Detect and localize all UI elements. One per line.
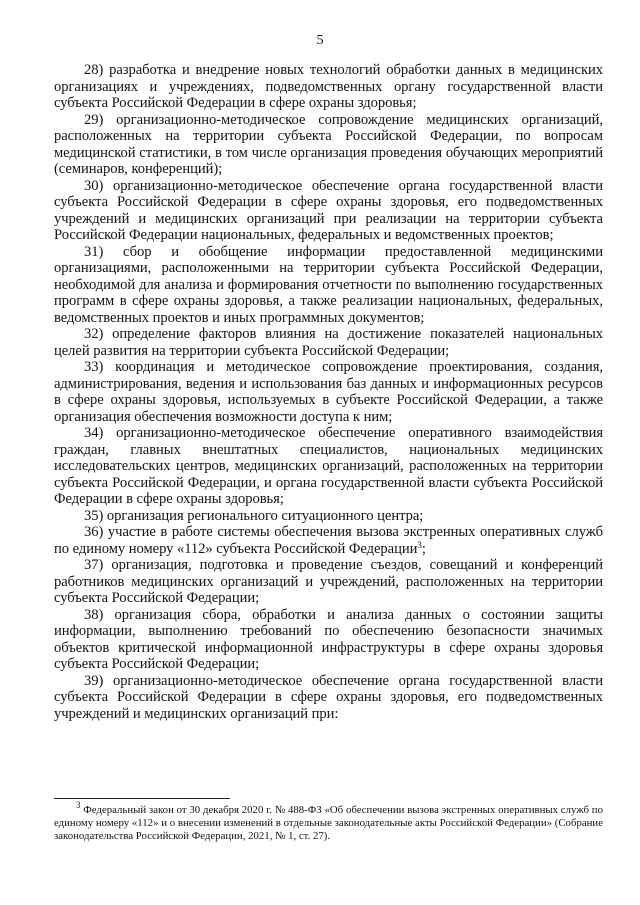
list-item-35 bbox=[54, 508, 603, 525]
document-body bbox=[54, 62, 603, 722]
list-item-text: 34) организационно-методическое обеспечение оперативного взаимодействия граждан, главных внештатных специалистов, национальных медицинских исследовательских центров, медицинских организаций, расположенных на территории субъекта Российской Федерации, и органа государственной власти субъекта Российской Федерации в сфере охраны здоровья; bbox=[54, 425, 603, 507]
list-item-text: 39) организационно-методическое обеспечение органа государственной власти субъекта Российской Федерации в сфере охраны здоровья, его подведомственных учреждений и медицинских организаций при: bbox=[54, 672, 603, 722]
list-item-text: 33) координация и методическое сопровождение проектирования, создания, администрирования, ведения и использования баз данных и информационных ресурсов в сфере охраны здоровья, используемых в субъекте Российской Федерации, а также организация обеспечения возможности доступа к ним; bbox=[54, 359, 603, 425]
list-item-33 bbox=[54, 359, 603, 425]
list-item-38 bbox=[54, 607, 603, 673]
list-item-31 bbox=[54, 244, 603, 327]
list-item-29 bbox=[54, 112, 603, 178]
list-item-text: 32) определение факторов влияния на достижение показателей национальных целей развития на территории субъекта Российской Федерации; bbox=[54, 326, 603, 359]
list-item-text: 28) разработка и внедрение новых технологий обработки данных в медицинских организациях и учреждениях, подведомственных органу государственной власти субъекта Российской Федерации в сфере охраны здоровья; bbox=[54, 62, 603, 111]
footnote-reference[interactable]: 3 bbox=[417, 539, 422, 550]
page-number: 5 bbox=[316, 33, 324, 48]
list-item-text: 37) организация, подготовка и проведение съездов, совещаний и конференций работников медицинских организаций и учреждений, расположенных на территории субъекта Российской Федерации; bbox=[54, 557, 603, 606]
list-item-text: 29) организационно-методическое сопровождение медицинских организаций, расположенных на территории субъекта Российской Федерации, по вопросам медицинской статистики, в том числе организация проведения обучающих мероприятий (семинаров, конференций); bbox=[54, 111, 603, 177]
list-item-text: 36) участие в работе системы обеспечения вызова экстренных оперативных служб по единому номеру «112» субъекта Российской Федерации bbox=[54, 524, 603, 557]
list-item-32 bbox=[54, 326, 603, 359]
list-item-28 bbox=[54, 62, 603, 112]
list-item-39 bbox=[54, 673, 603, 723]
footnote-divider bbox=[54, 798, 230, 799]
list-item-30 bbox=[54, 178, 603, 244]
footnote bbox=[54, 800, 603, 843]
list-item-text: 38) организация сбора, обработки и анализа данных о состоянии защиты информации, выполнению требований по обеспечению безопасности значимых объектов критической информационной инфраструктуры в сфере охраны здоровья субъекта Российской Федерации; bbox=[54, 606, 603, 672]
list-item-36 bbox=[54, 524, 603, 557]
list-item-punctuation: ; bbox=[421, 540, 426, 557]
list-item-text: 30) организационно-методическое обеспечение органа государственной власти субъекта Российской Федерации в сфере охраны здоровья, его подведомственных учреждений и медицинских организаций при реализации на территории субъекта Российской Федерации национальных, федеральных и ведомственных проектов; bbox=[54, 177, 603, 243]
footnote-text: Федеральный закон от 30 декабря 2020 г. № 488-ФЗ «Об обеспечении вызова экстренных оперативных служб по единому номеру «112» и о внесении изменений в отдельные законодательные акты Российской Федерации» (Собрание законодательства Российской Федерации, 2021, № 1, ст. 27). bbox=[54, 804, 603, 842]
list-item-34 bbox=[54, 425, 603, 508]
list-item-37 bbox=[54, 557, 603, 607]
list-item-text: 31) сбор и обобщение информации предоставленной медицинскими организациями, расположенными на территории субъекта Российской Федерации, необходимой для анализа и формирования отчетности по выполнению государственных программ в сфере охраны здоровья, а также реализации национальных, федеральных, ведомственных проектов и иных программных документов; bbox=[54, 243, 603, 326]
footnote-marker: 3 bbox=[76, 800, 81, 810]
list-item-text: 35) организация регионального ситуационного центра; bbox=[84, 507, 424, 524]
